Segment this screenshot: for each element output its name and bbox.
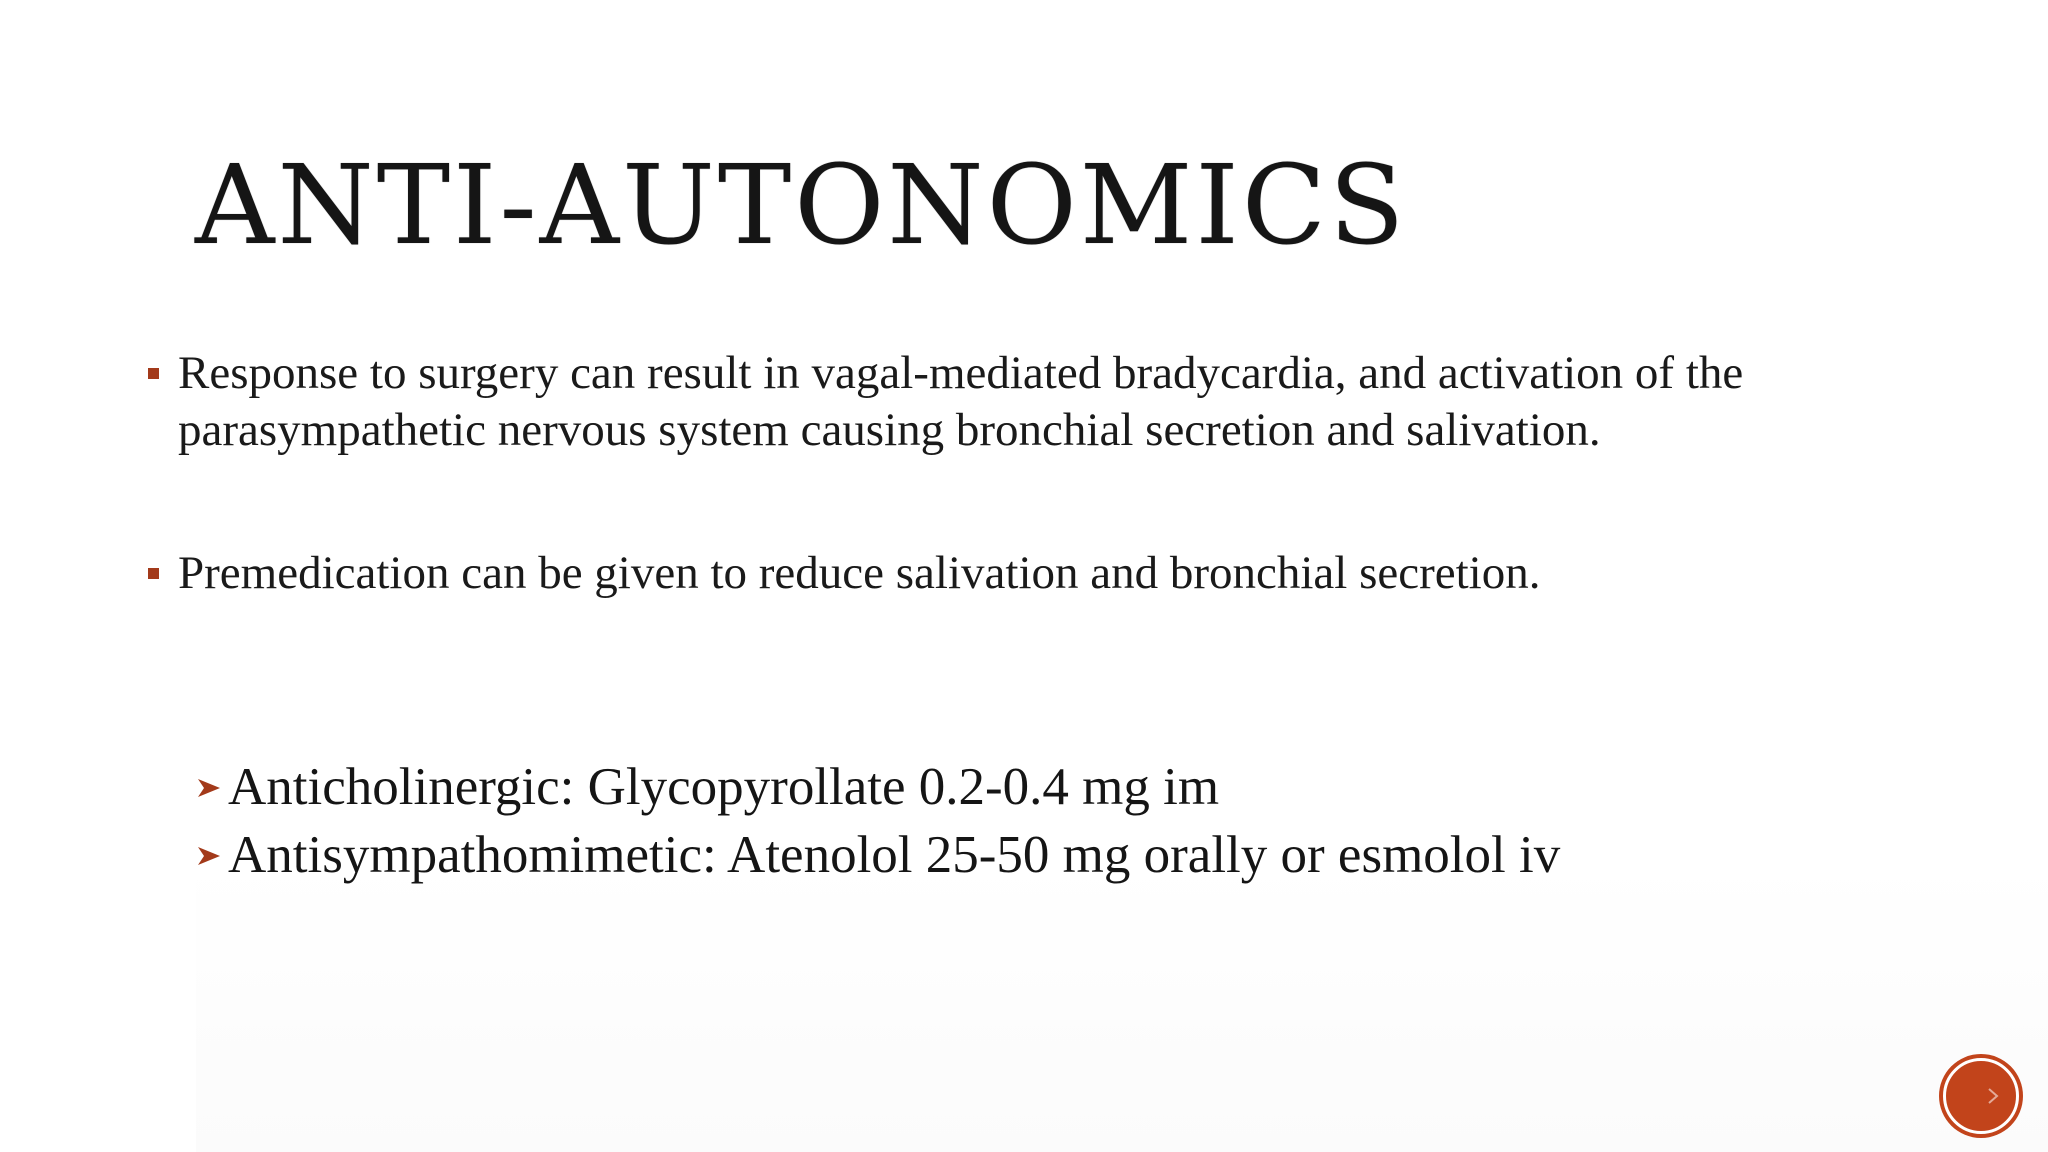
sub-bullet-text-anticholinergic: Anticholinergic: Glycopyrollate 0.2-0.4 mg im	[228, 758, 1220, 816]
slide-title: ANTI-AUTONOMICS	[195, 141, 1408, 269]
arrow-bullet-icon	[196, 843, 222, 869]
bullet-text-premedication: Premedication can be given to reduce salivation and bronchial secretion.	[178, 547, 1541, 599]
bullet-list	[145, 345, 1905, 602]
bullet-item-response	[145, 345, 1905, 459]
bullet-item-premedication	[145, 545, 1905, 602]
bullet-text-response: Response to surgery can result in vagal-mediated bradycardia, and activation of the parasympathetic nervous system causing bronchial secretion and salivation.	[178, 347, 1744, 456]
sub-bullet-list	[196, 753, 1560, 889]
sub-bullet-anticholinergic	[196, 753, 1560, 821]
background-shade	[196, 860, 2048, 1152]
next-slide-button[interactable]	[1943, 1058, 2019, 1134]
arrow-bullet-icon	[196, 775, 222, 801]
sub-bullet-text-antisympathomimetic: Antisympathomimetic: Atenolol 25-50 mg orally or esmolol iv	[228, 826, 1561, 884]
square-bullet-icon	[148, 568, 159, 579]
square-bullet-icon	[148, 368, 159, 379]
chevron-right-icon	[1986, 1087, 2000, 1105]
sub-bullet-antisympathomimetic	[196, 821, 1560, 889]
